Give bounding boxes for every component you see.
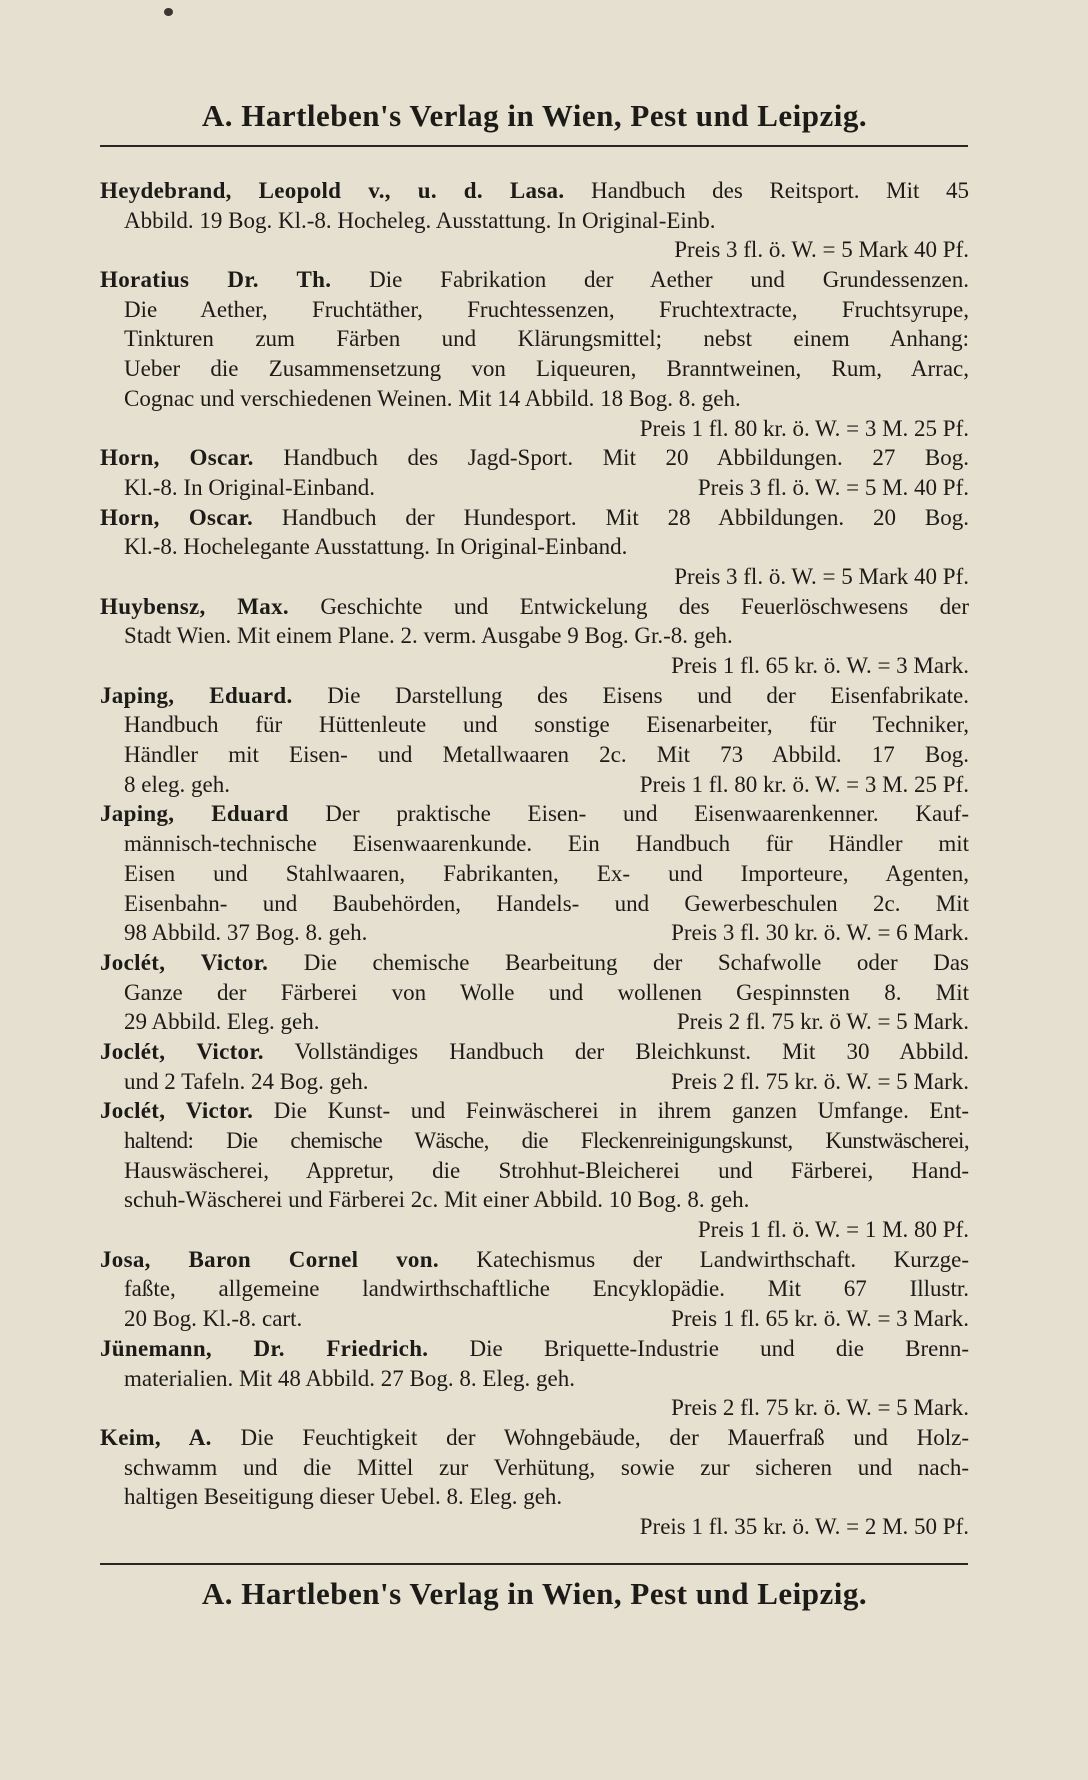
entry-text: Ueber die Zusammensetzung von Liqueuren, Branntweinen, Rum, Arrac, bbox=[124, 356, 969, 382]
entry-text: Kl.-8. Hochelegante Ausstattung. In Original-Einband. bbox=[124, 534, 628, 560]
entry-price-line bbox=[100, 235, 969, 265]
entry-text: Kl.-8. In Original-Einband. bbox=[124, 474, 376, 500]
entry-author: Horn, Oscar. bbox=[100, 504, 254, 530]
entry-price-line bbox=[100, 1393, 969, 1423]
entry-line bbox=[100, 859, 969, 889]
catalogue-entry bbox=[100, 1423, 969, 1542]
catalogue-entry bbox=[100, 1037, 969, 1096]
entry-author: Joclét, Victor. bbox=[100, 949, 269, 975]
entry-line bbox=[100, 206, 969, 236]
entry-text: 98 Abbild. 37 Bog. 8. geh. bbox=[124, 920, 368, 946]
entry-price: Preis 3 fl. ö. W. = 5 M. 40 Pf. bbox=[697, 474, 969, 500]
entry-text: materialien. Mit 48 Abbild. 27 Bog. 8. Eleg. geh. bbox=[124, 1365, 575, 1391]
entry-price: Preis 3 fl. 30 kr. ö. W. = 6 Mark. bbox=[671, 920, 969, 946]
entry-price-line bbox=[100, 414, 969, 444]
header-rule bbox=[100, 145, 968, 147]
entry-title-text: Handbuch des Jagd-Sport. Mit 20 Abbildungen. 27 Bog. bbox=[283, 445, 970, 471]
page-footer: A. Hartleben's Verlag in Wien, Pest und Leipzig. bbox=[201, 1576, 868, 1611]
entry-line bbox=[100, 710, 969, 740]
catalogue-entry bbox=[100, 1096, 969, 1244]
catalogue-entries bbox=[100, 176, 969, 1542]
entry-price-line bbox=[100, 1512, 969, 1542]
entry-text: Händler mit Eisen- und Metallwaaren 2c. Mit 73 Abbild. 17 Bog. bbox=[124, 742, 969, 768]
entry-price: Preis 1 fl. ö. W. = 1 M. 80 Pf. bbox=[697, 1217, 969, 1243]
entry-line bbox=[100, 1156, 969, 1186]
entry-title-text: Die Kunst- und Feinwäscherei in ihrem ganzen Umfange. Ent- bbox=[273, 1098, 970, 1124]
entry-text: männisch-technische Eisenwaarenkunde. Ein Handbuch für Händler mit bbox=[124, 831, 969, 857]
entry-line bbox=[100, 1453, 969, 1483]
entry-title-text: Handbuch der Hundesport. Mit 28 Abbildungen. 20 Bog. bbox=[281, 504, 969, 530]
entry-text: haltigen Beseitigung dieser Uebel. 8. Eleg. geh. bbox=[124, 1484, 563, 1510]
entry-text: Stadt Wien. Mit einem Plane. 2. verm. Ausgabe 9 Bog. Gr.-8. geh. bbox=[124, 623, 733, 649]
entry-line bbox=[100, 1245, 969, 1275]
entry-author: Keim, A. bbox=[100, 1424, 212, 1450]
entry-text: schwamm und die Mittel zur Verhütung, sowie zur sicheren und nach- bbox=[124, 1454, 969, 1480]
entry-title-text: Die Darstellung des Eisens und der Eisenfabrikate. bbox=[327, 682, 969, 708]
entry-line bbox=[100, 592, 969, 622]
entry-text: 20 Bog. Kl.-8. cart. bbox=[124, 1306, 303, 1332]
entry-line bbox=[100, 918, 969, 948]
entry-text: 29 Abbild. Eleg. geh. bbox=[124, 1009, 320, 1035]
entry-price: Preis 3 fl. ö. W. = 5 Mark 40 Pf. bbox=[674, 563, 969, 589]
entry-title-text: Die Briquette-Industrie und die Brenn- bbox=[469, 1335, 970, 1361]
entry-line bbox=[100, 1364, 969, 1394]
entry-text: Abbild. 19 Bog. Kl.-8. Hocheleg. Ausstattung. In Original-Einb. bbox=[124, 207, 716, 233]
catalogue-entry bbox=[100, 503, 969, 592]
entry-title-text: Geschichte und Entwickelung des Feuerlöschwesens der bbox=[320, 593, 970, 619]
entry-line bbox=[100, 1304, 969, 1334]
entry-line bbox=[100, 354, 969, 384]
entry-title-text: Handbuch des Reitsport. Mit 45 bbox=[591, 178, 970, 203]
entry-price: Preis 3 fl. ö. W. = 5 Mark 40 Pf. bbox=[674, 237, 969, 263]
entry-title-text: Die Fabrikation der Aether und Grundessenzen. bbox=[369, 267, 969, 293]
page-header: A. Hartleben's Verlag in Wien, Pest und Leipzig. bbox=[201, 98, 868, 133]
entry-line bbox=[100, 295, 969, 325]
entry-price-line bbox=[100, 1215, 969, 1245]
entry-price-line bbox=[100, 651, 969, 681]
entry-title-text: Vollständiges Handbuch der Bleichkunst. Mit 30 Abbild. bbox=[294, 1038, 969, 1064]
entry-line bbox=[100, 532, 969, 562]
entry-price: Preis 2 fl. 75 kr. ö. W. = 5 Mark. bbox=[671, 1395, 969, 1421]
entry-author: Horn, Oscar. bbox=[100, 445, 254, 471]
entry-price: Preis 1 fl. 80 kr. ö. W. = 3 M. 25 Pf. bbox=[639, 771, 969, 797]
entry-author: Japing, Eduard bbox=[100, 801, 289, 827]
entry-line bbox=[100, 829, 969, 859]
entry-author: Huybensz, Max. bbox=[100, 593, 289, 619]
catalogue-entry bbox=[100, 681, 969, 800]
catalogue-entry bbox=[100, 1334, 969, 1423]
entry-author: Joclét, Victor. bbox=[100, 1038, 264, 1064]
catalogue-entry bbox=[100, 948, 969, 1037]
catalogue-entry bbox=[100, 176, 969, 265]
entry-line bbox=[100, 1007, 969, 1037]
entry-line bbox=[100, 265, 969, 295]
entry-line bbox=[100, 503, 969, 533]
entry-line bbox=[100, 1185, 969, 1215]
entry-line bbox=[100, 1096, 969, 1126]
entry-line bbox=[100, 1334, 969, 1364]
entry-author: Josa, Baron Cornel von. bbox=[100, 1246, 439, 1272]
entry-title-text: Der praktische Eisen- und Eisenwaarenkenner. Kauf- bbox=[325, 801, 969, 827]
entry-text: Tinkturen zum Färben und Klärungsmittel; nebst einem Anhang: bbox=[124, 326, 969, 352]
entry-price: Preis 1 fl. 65 kr. ö. W. = 3 Mark. bbox=[671, 1306, 969, 1332]
entry-text: Eisen und Stahlwaaren, Fabrikanten, Ex- und Importeure, Agenten, bbox=[124, 860, 969, 886]
entry-line bbox=[100, 1274, 969, 1304]
entry-text: 8 eleg. geh. bbox=[124, 771, 231, 797]
entry-line bbox=[100, 443, 969, 473]
entry-text: Handbuch für Hüttenleute und sonstige Eisenarbeiter, für Techniker, bbox=[124, 712, 969, 738]
entry-price: Preis 2 fl. 75 kr. ö. W. = 5 Mark. bbox=[671, 1068, 969, 1094]
entry-line bbox=[100, 1126, 969, 1156]
entry-author: Horatius Dr. Th. bbox=[100, 267, 332, 293]
entry-text: Die Aether, Fruchtäther, Fruchtessenzen, Fruchtextracte, Fruchtsyrupe, bbox=[124, 296, 969, 322]
entry-title-text: Die Feuchtigkeit der Wohngebäude, der Mauerfraß und Holz- bbox=[240, 1424, 970, 1450]
entry-line bbox=[100, 473, 969, 503]
entry-price: Preis 1 fl. 35 kr. ö. W. = 2 M. 50 Pf. bbox=[639, 1513, 969, 1539]
entry-text: Cognac und verschiedenen Weinen. Mit 14 Abbild. 18 Bog. 8. geh. bbox=[124, 385, 741, 411]
entry-line bbox=[100, 1067, 969, 1097]
entry-line bbox=[100, 681, 969, 711]
entry-title-text: Die chemische Bearbeitung der Schafwolle oder Das bbox=[303, 949, 969, 975]
entry-author: Heydebrand, Leopold v., u. d. Lasa. bbox=[100, 178, 565, 203]
entry-line bbox=[100, 770, 969, 800]
catalogue-entry bbox=[100, 799, 969, 947]
entry-text: Eisenbahn- und Baubehörden, Handels- und Gewerbeschulen 2c. Mit bbox=[124, 890, 969, 916]
entry-line bbox=[100, 384, 969, 414]
catalogue-entry bbox=[100, 592, 969, 681]
entry-price: Preis 1 fl. 65 kr. ö. W. = 3 Mark. bbox=[671, 653, 969, 678]
entry-text: schuh-Wäscherei und Färberei 2c. Mit einer Abbild. 10 Bog. 8. geh. bbox=[124, 1187, 750, 1213]
entry-text: faßte, allgemeine landwirthschaftliche Encyklopädie. Mit 67 Illustr. bbox=[124, 1276, 969, 1302]
entry-line bbox=[100, 176, 969, 206]
entry-author: Japing, Eduard. bbox=[100, 682, 293, 708]
catalogue-entry bbox=[100, 443, 969, 502]
entry-text: Ganze der Färberei von Wolle und wollenen Gespinnsten 8. Mit bbox=[124, 979, 969, 1005]
entry-text: haltend: Die chemische Wäsche, die Fleckenreinigungskunst, Kunstwäscherei, bbox=[124, 1128, 969, 1153]
entry-text: und 2 Tafeln. 24 Bog. geh. bbox=[124, 1068, 369, 1094]
entry-line bbox=[100, 1037, 969, 1067]
entry-line bbox=[100, 889, 969, 919]
entry-price-line bbox=[100, 562, 969, 592]
entry-line bbox=[100, 1423, 969, 1453]
entry-line bbox=[100, 1482, 969, 1512]
entry-price: Preis 1 fl. 80 kr. ö. W. = 3 M. 25 Pf. bbox=[639, 415, 969, 441]
ink-spot bbox=[164, 8, 173, 16]
catalogue-entry bbox=[100, 265, 969, 443]
catalogue-entry bbox=[100, 1245, 969, 1334]
entry-author: Jünemann, Dr. Friedrich. bbox=[100, 1335, 429, 1361]
entry-title-text: Katechismus der Landwirthschaft. Kurzge- bbox=[476, 1246, 969, 1272]
footer-rule bbox=[100, 1563, 968, 1565]
entry-line bbox=[100, 978, 969, 1008]
entry-price: Preis 2 fl. 75 kr. ö W. = 5 Mark. bbox=[676, 1009, 969, 1035]
entry-line bbox=[100, 621, 969, 651]
entry-author: Joclét, Victor. bbox=[100, 1098, 254, 1124]
entry-line bbox=[100, 799, 969, 829]
entry-line bbox=[100, 324, 969, 354]
entry-line bbox=[100, 740, 969, 770]
entry-text: Hauswäscherei, Appretur, die Strohhut-Bleicherei und Färberei, Hand- bbox=[124, 1157, 969, 1183]
entry-line bbox=[100, 948, 969, 978]
